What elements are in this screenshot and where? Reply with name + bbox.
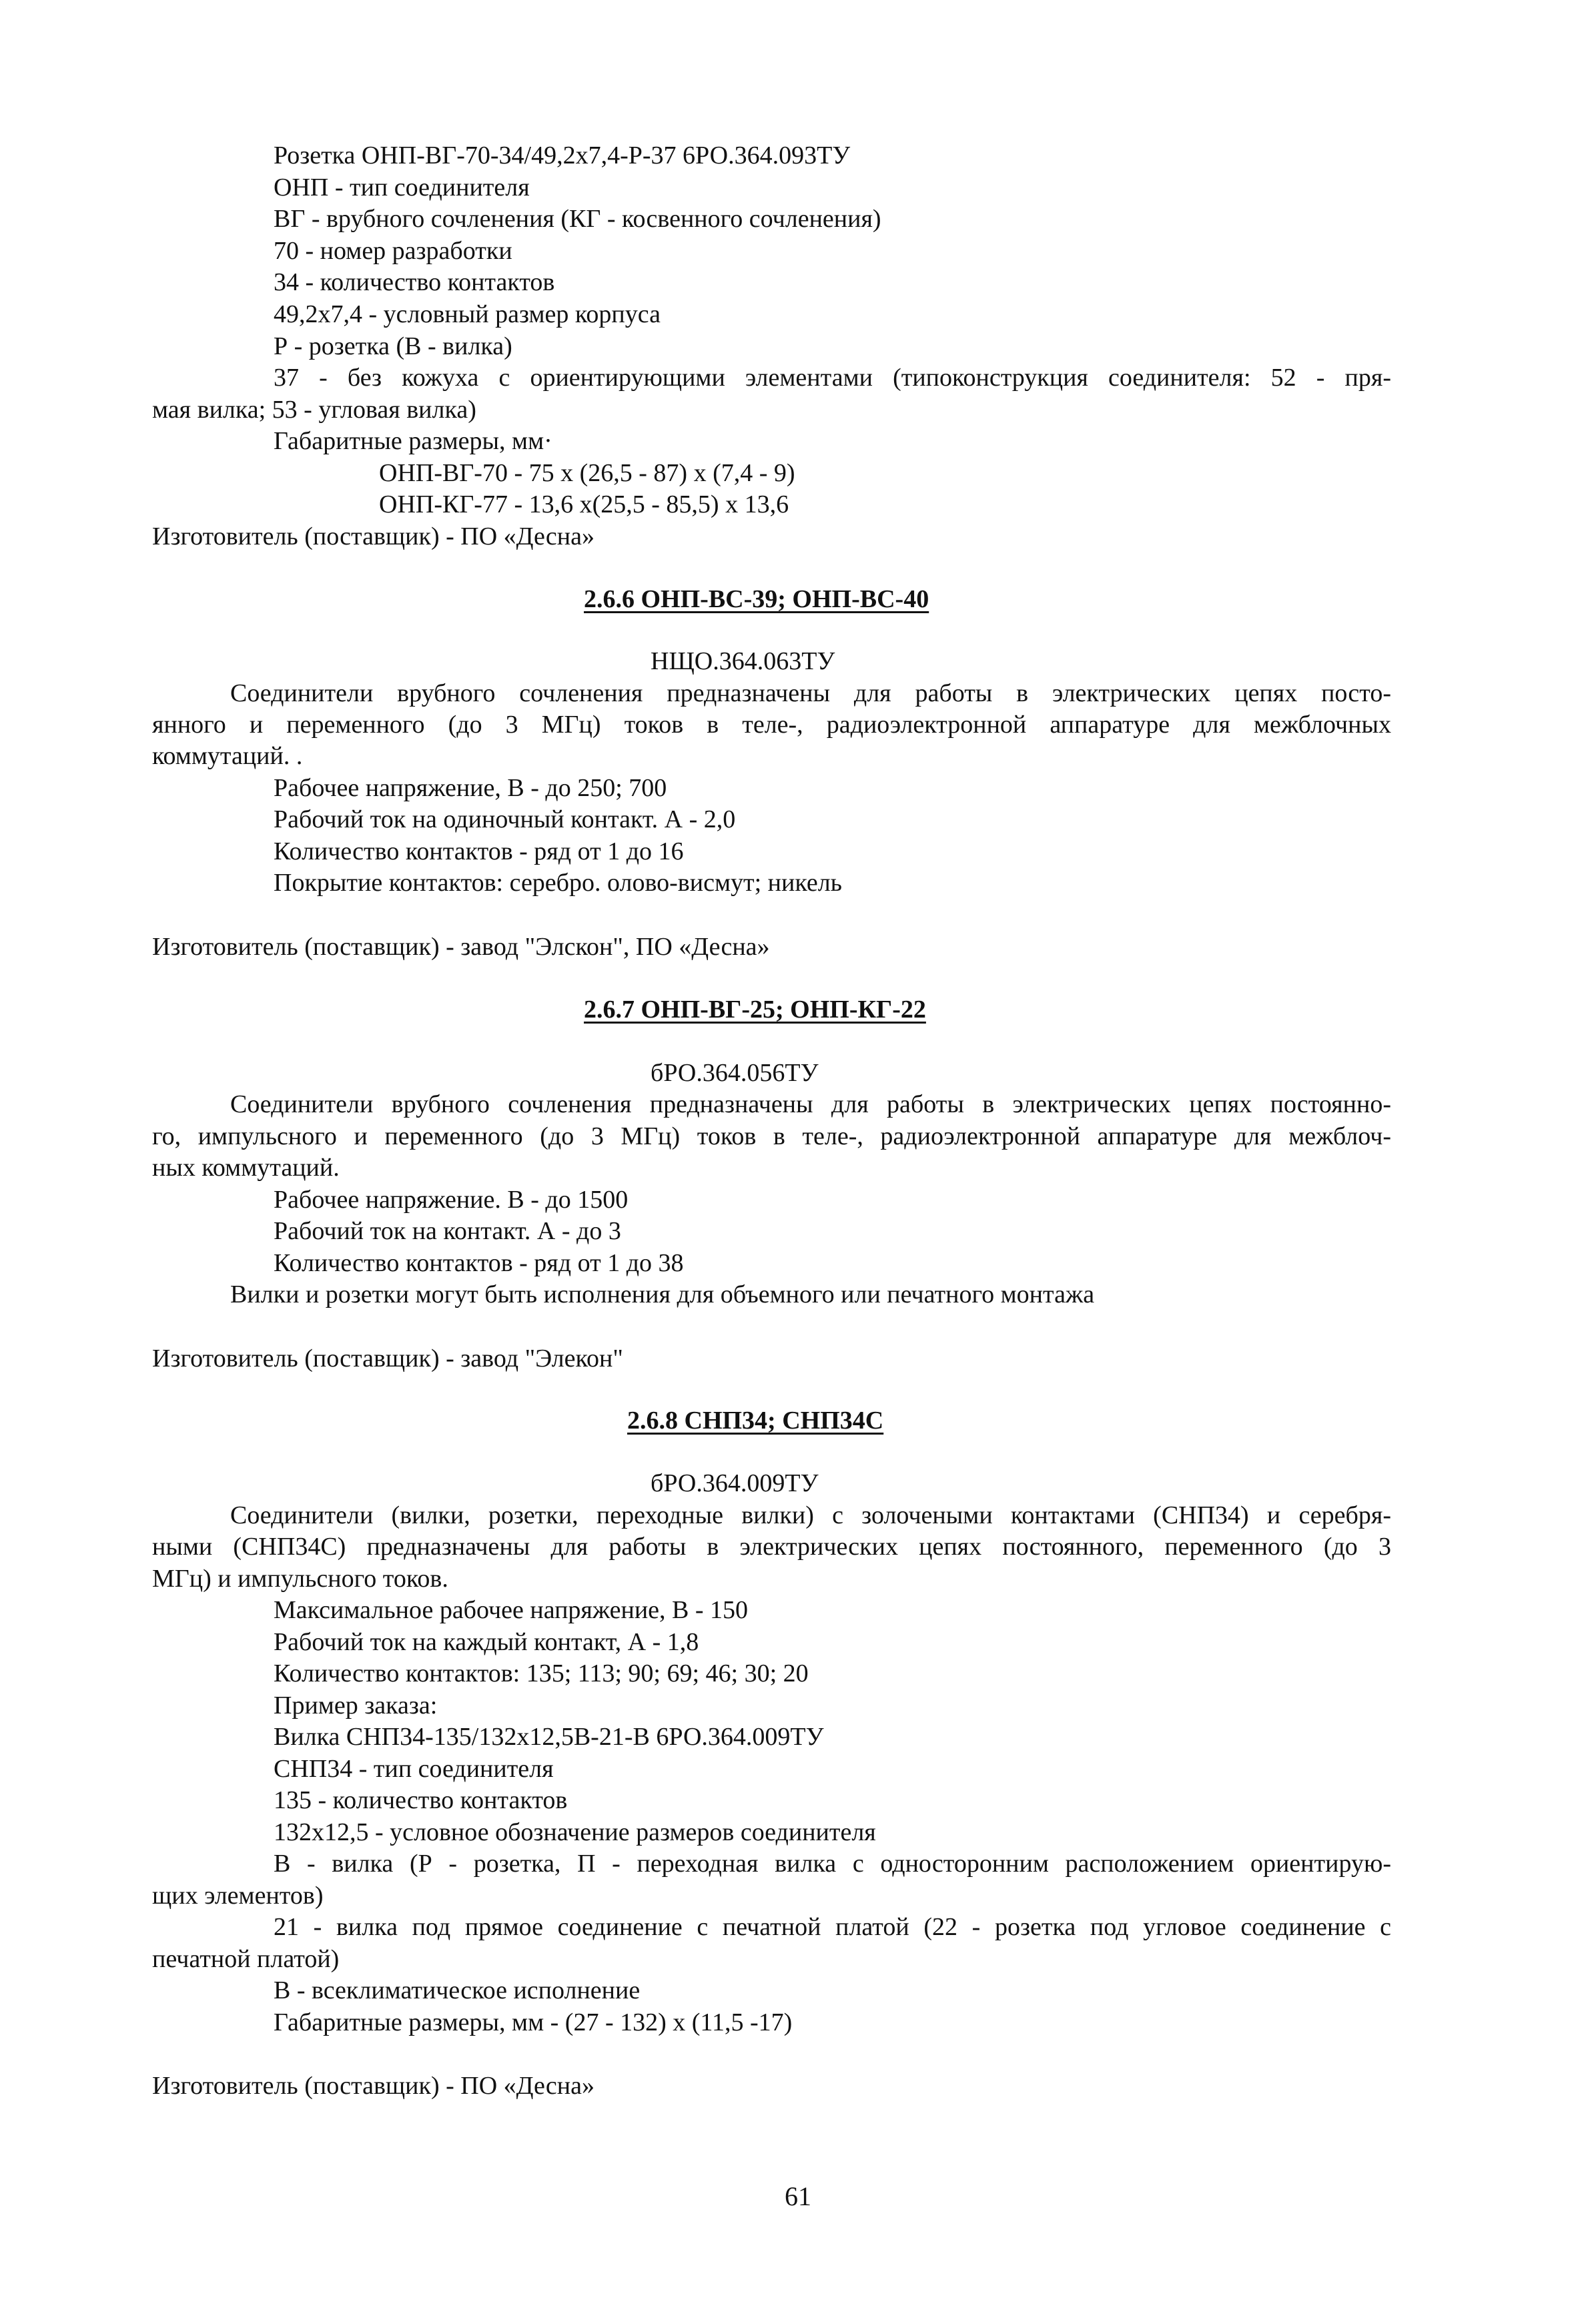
text-line: Вилки и розетки могут быть исполнения для объемного или печатного монтажа xyxy=(230,1280,1095,1308)
text-line: Соединители врубного сочленения предназначены для работы в электрических цепях посто- xyxy=(230,679,1391,707)
text-line: 37 - без кожуха с ориентирующими элементами (типоконструкция соединителя: 52 - пря- xyxy=(274,364,1391,392)
text-line: 49,2х7,4 - условный размер корпуса xyxy=(274,300,661,328)
text-line: 21 - вилка под прямое соединение с печатной платой (22 - розетка под угловое соединение с xyxy=(274,1913,1391,1941)
text-line: Количество контактов: 135; 113; 90; 69; 46; 30; 20 xyxy=(274,1659,809,1687)
text-line: щих элементов) xyxy=(152,1882,324,1910)
text-line: В - всеклиматическое исполнение xyxy=(274,1976,641,2004)
text-line: СНП34 - тип соединителя xyxy=(274,1755,554,1783)
manufacturer-line: Изготовитель (поставщик) - завод "Элскон", ПО «Десна» xyxy=(152,933,770,961)
section-heading: 2.6.8 СНП34; СНП34С xyxy=(627,1407,884,1435)
text-line: Р - розетка (В - вилка) xyxy=(274,332,512,360)
text-line: печатной платой) xyxy=(152,1945,340,1973)
text-line: Покрытие контактов: серебро. олово-висмут; никель xyxy=(274,869,843,897)
text-line: Вилка СНП34-135/132х12,5В-21-В 6РО.364.009ТУ xyxy=(274,1723,824,1751)
text-line: го, импульсного и переменного (до 3 МГц) токов в теле-, радиоэлектронной аппаратуре для межблоч- xyxy=(152,1122,1391,1150)
text-line: Рабочий ток на одиночный контакт. А - 2,0 xyxy=(274,805,736,833)
text-line: ных коммутаций. xyxy=(152,1154,340,1182)
text-line: коммутаций. . xyxy=(152,742,303,770)
spec-code: бРО.364.056ТУ xyxy=(651,1059,819,1087)
text-line: Рабочий ток на каждый контакт, А - 1,8 xyxy=(274,1628,699,1656)
text-line: Габаритные размеры, мм· xyxy=(274,427,552,455)
text-line: 135 - количество контактов xyxy=(274,1786,568,1814)
text-line: 70 - номер разработки xyxy=(274,237,512,265)
text-line: ными (СНП34С) предназначены для работы в электрических цепях постоянного, переменного (до 3 xyxy=(152,1533,1391,1561)
text-line: МГц) и импульсного токов. xyxy=(152,1565,448,1593)
page-number: 61 xyxy=(785,2181,811,2211)
text-line: В - вилка (Р - розетка, П - переходная вилка с односторонним расположением ориентирую- xyxy=(274,1850,1391,1878)
manufacturer-line: Изготовитель (поставщик) - завод "Элекон" xyxy=(152,1345,623,1373)
text-line: ОНП - тип соединителя xyxy=(274,173,530,202)
order-example-line: Розетка ОНП-ВГ-70-34/49,2х7,4-Р-37 6РО.364.093ТУ xyxy=(274,141,851,169)
text-line: Рабочий ток на контакт. А - до 3 xyxy=(274,1217,621,1245)
text-line: Соединители врубного сочленения предназначены для работы в электрических цепях постоянно- xyxy=(230,1090,1391,1118)
manufacturer-line: Изготовитель (поставщик) - ПО «Десна» xyxy=(152,2072,594,2100)
manufacturer-line: Изготовитель (поставщик) - ПО «Десна» xyxy=(152,522,594,550)
text-line: Соединители (вилки, розетки, переходные вилки) с золочеными контактами (СНП34) и серебря- xyxy=(230,1501,1391,1529)
text-line: Рабочее напряжение. В - до 1500 xyxy=(274,1186,629,1214)
spec-code: НЩО.364.063ТУ xyxy=(651,647,835,675)
section-heading: 2.6.7 ОНП-ВГ-25; ОНП-КГ-22 xyxy=(584,996,926,1024)
text-line: Количество контактов - ряд от 1 до 16 xyxy=(274,837,684,865)
text-line: 132х12,5 - условное обозначение размеров соединителя xyxy=(274,1818,876,1846)
section-heading: 2.6.6 ОНП-ВС-39; ОНП-ВС-40 xyxy=(584,585,929,613)
text-line: Максимальное рабочее напряжение, В - 150 xyxy=(274,1596,749,1624)
text-line: янного и переменного (до 3 МГц) токов в теле-, радиоэлектронной аппаратуре для межблочных xyxy=(152,711,1391,739)
text-line: Пример заказа: xyxy=(274,1691,438,1719)
text-line: Количество контактов - ряд от 1 до 38 xyxy=(274,1249,684,1277)
text-line: Рабочее напряжение, В - до 250; 700 xyxy=(274,774,667,802)
text-line: Габаритные размеры, мм - (27 - 132) х (11,5 -17) xyxy=(274,2008,793,2036)
dimension-line: ОНП-ВГ-70 - 75 х (26,5 - 87) х (7,4 - 9) xyxy=(379,459,795,487)
spec-code: бРО.364.009ТУ xyxy=(651,1469,819,1497)
text-line: 34 - количество контактов xyxy=(274,268,555,296)
text-line: мая вилка; 53 - угловая вилка) xyxy=(152,396,476,424)
dimension-line: ОНП-КГ-77 - 13,6 х(25,5 - 85,5) х 13,6 xyxy=(379,490,789,518)
text-line: ВГ - врубного сочленения (КГ - косвенного сочленения) xyxy=(274,205,881,233)
